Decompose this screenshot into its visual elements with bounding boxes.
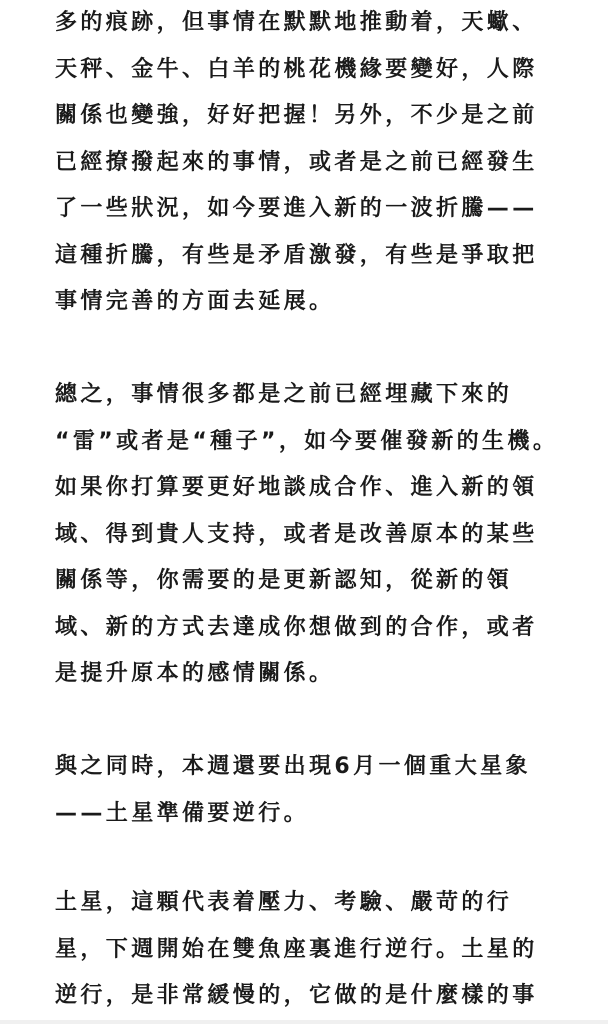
text-line: 了一些狀況，如今要進入新的一波折騰—— [55, 196, 538, 221]
bottom-edge [0, 1020, 608, 1024]
text-line: 事情完善的方面去延展。 [55, 289, 335, 314]
paragraph-2 [55, 372, 558, 698]
text-line: 關係也變強，好好把握！另外，不少是之前 [55, 103, 538, 128]
text-line: 逆行，是非常緩慢的，它做的是什麼樣的事 [55, 983, 538, 1008]
text-line: 總之，事情很多都是之前已經埋藏下來的 [55, 382, 513, 407]
text-line: 關係等，你需要的是更新認知，從新的領 [55, 568, 513, 593]
text-line: 這種折騰，有些是矛盾激發，有些是爭取把 [55, 242, 538, 268]
text-line: 域、得到貴人支持，或者是改善原本的某些 [55, 521, 538, 547]
text-line: 多的痕跡，但事情在默默地推動着，天蠍、 [55, 10, 538, 35]
text-line: “雷”或者是“種子”，如今要催發新的生機。 [55, 428, 559, 454]
text-line: ——土星準備要逆行。 [55, 800, 310, 826]
text-line: 星，下週開始在雙魚座裏進行逆行。土星的 [55, 936, 538, 962]
paragraph-3 [55, 744, 531, 837]
text-line: 域、新的方式去達成你想做到的合作，或者 [55, 614, 538, 640]
text-line: 天秤、金牛、白羊的桃花機緣要變好，人際 [55, 56, 538, 82]
text-line: 土星，這顆代表着壓力、考驗、嚴苛的行 [55, 890, 513, 915]
paragraph-4 [55, 880, 538, 1020]
text-line: 是提升原本的感情關係。 [55, 661, 335, 686]
paragraph-1 [55, 0, 538, 326]
text-line: 如果你打算要更好地談成合作、進入新的領 [55, 475, 538, 500]
text-line: 與之同時，本週還要出現6月一個重大星象 [55, 754, 531, 779]
text-line: 已經撩撥起來的事情，或者是之前已經發生 [55, 149, 538, 175]
